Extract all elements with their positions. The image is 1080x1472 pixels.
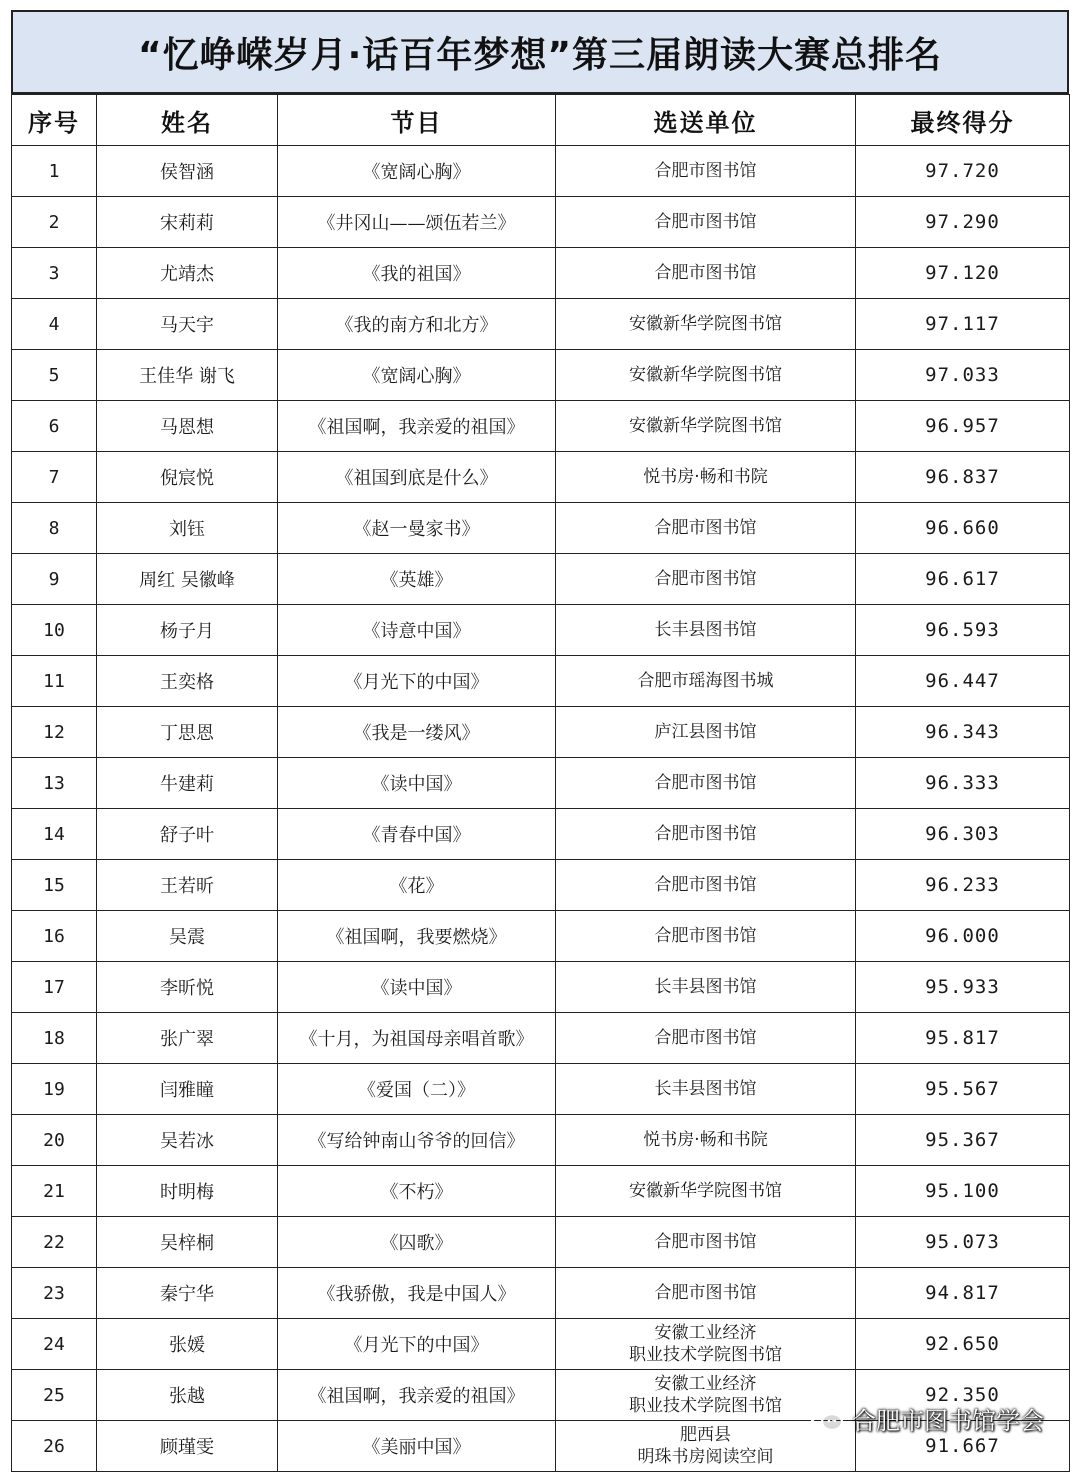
unit-line: 职业技术学院图书馆 xyxy=(629,1345,782,1365)
cell-program: 《英雄》 xyxy=(278,554,556,605)
cell-unit xyxy=(556,401,856,452)
unit-line: 长丰县图书馆 xyxy=(654,620,757,640)
table-row xyxy=(12,1115,1070,1166)
cell-program: 《祖国啊，我要燃烧》 xyxy=(278,911,556,962)
cell-index: 18 xyxy=(12,1013,97,1064)
table-row xyxy=(12,299,1070,350)
cell-unit xyxy=(556,656,856,707)
cell-name: 丁思恩 xyxy=(97,707,278,758)
watermark xyxy=(810,1401,1044,1436)
unit-line: 安徽工业经济 xyxy=(654,1374,757,1394)
cell-program: 《月光下的中国》 xyxy=(278,1319,556,1370)
cell-name: 马天宇 xyxy=(97,299,278,350)
cell-program: 《不朽》 xyxy=(278,1166,556,1217)
table-header-row xyxy=(12,95,1070,146)
cell-score: 96.660 xyxy=(856,503,1070,554)
table-row xyxy=(12,758,1070,809)
cell-unit xyxy=(556,554,856,605)
cell-program: 《祖国啊，我亲爱的祖国》 xyxy=(278,1370,556,1421)
cell-unit xyxy=(556,758,856,809)
cell-program: 《月光下的中国》 xyxy=(278,656,556,707)
cell-name: 张越 xyxy=(97,1370,278,1421)
cell-score: 92.650 xyxy=(856,1319,1070,1370)
unit-line: 合肥市图书馆 xyxy=(654,263,757,283)
cell-program: 《赵一曼家书》 xyxy=(278,503,556,554)
cell-name: 闫雅瞳 xyxy=(97,1064,278,1115)
cell-unit xyxy=(556,911,856,962)
table-row xyxy=(12,197,1070,248)
cell-score: 97.120 xyxy=(856,248,1070,299)
cell-name: 倪宸悦 xyxy=(97,452,278,503)
cell-score: 94.817 xyxy=(856,1268,1070,1319)
cell-program: 《美丽中国》 xyxy=(278,1421,556,1472)
cell-index: 4 xyxy=(12,299,97,350)
unit-line: 肥西县 xyxy=(680,1425,731,1445)
cell-index: 25 xyxy=(12,1370,97,1421)
cell-index: 11 xyxy=(12,656,97,707)
page-title: “忆峥嵘岁月·话百年梦想”第三届朗读大赛总排名 xyxy=(11,10,1069,94)
cell-score: 95.817 xyxy=(856,1013,1070,1064)
cell-index: 17 xyxy=(12,962,97,1013)
cell-name: 王若昕 xyxy=(97,860,278,911)
cell-score: 92.350 xyxy=(856,1370,1070,1421)
cell-score: 97.290 xyxy=(856,197,1070,248)
cell-program: 《祖国到底是什么》 xyxy=(278,452,556,503)
cell-program: 《读中国》 xyxy=(278,758,556,809)
unit-line: 合肥市图书馆 xyxy=(654,773,757,793)
cell-score: 96.000 xyxy=(856,911,1070,962)
cell-index: 9 xyxy=(12,554,97,605)
table-row xyxy=(12,911,1070,962)
cell-index: 2 xyxy=(12,197,97,248)
cell-program: 《祖国啊，我亲爱的祖国》 xyxy=(278,401,556,452)
cell-unit xyxy=(556,962,856,1013)
cell-name: 舒子叶 xyxy=(97,809,278,860)
table-row xyxy=(12,1013,1070,1064)
cell-score: 96.957 xyxy=(856,401,1070,452)
cell-score: 96.447 xyxy=(856,656,1070,707)
table-row xyxy=(12,146,1070,197)
cell-unit xyxy=(556,1319,856,1370)
cell-name: 张媛 xyxy=(97,1319,278,1370)
table-row xyxy=(12,962,1070,1013)
unit-line: 悦书房·畅和书院 xyxy=(643,467,768,487)
cell-unit xyxy=(556,197,856,248)
table-row xyxy=(12,1064,1070,1115)
unit-line: 合肥市瑶海图书城 xyxy=(637,671,774,691)
cell-index: 6 xyxy=(12,401,97,452)
cell-index: 5 xyxy=(12,350,97,401)
cell-index: 1 xyxy=(12,146,97,197)
cell-program: 《花》 xyxy=(278,860,556,911)
unit-line: 合肥市图书馆 xyxy=(654,1232,757,1252)
unit-line: 安徽工业经济 xyxy=(654,1323,757,1343)
cell-name: 王佳华 谢飞 xyxy=(97,350,278,401)
cell-name: 尤靖杰 xyxy=(97,248,278,299)
cell-index: 24 xyxy=(12,1319,97,1370)
unit-line: 长丰县图书馆 xyxy=(654,977,757,997)
cell-score: 96.617 xyxy=(856,554,1070,605)
cell-index: 14 xyxy=(12,809,97,860)
unit-line: 合肥市图书馆 xyxy=(654,569,757,589)
cell-score: 96.303 xyxy=(856,809,1070,860)
cell-score: 95.100 xyxy=(856,1166,1070,1217)
table-row xyxy=(12,350,1070,401)
cell-index: 23 xyxy=(12,1268,97,1319)
cell-unit xyxy=(556,809,856,860)
cell-score: 95.567 xyxy=(856,1064,1070,1115)
cell-program: 《读中国》 xyxy=(278,962,556,1013)
cell-score: 96.343 xyxy=(856,707,1070,758)
cell-program: 《宽阔心胸》 xyxy=(278,350,556,401)
cell-name: 顾瑾雯 xyxy=(97,1421,278,1472)
unit-line: 庐江县图书馆 xyxy=(654,722,757,742)
cell-name: 周红 吴徽峰 xyxy=(97,554,278,605)
cell-name: 牛建莉 xyxy=(97,758,278,809)
cell-index: 15 xyxy=(12,860,97,911)
cell-unit xyxy=(556,1217,856,1268)
table-row xyxy=(12,401,1070,452)
cell-index: 8 xyxy=(12,503,97,554)
cell-unit xyxy=(556,605,856,656)
cell-program: 《我的南方和北方》 xyxy=(278,299,556,350)
cell-name: 李昕悦 xyxy=(97,962,278,1013)
cell-score: 96.333 xyxy=(856,758,1070,809)
unit-line: 安徽新华学院图书馆 xyxy=(629,365,782,385)
watermark-text: 合肥市图书馆学会 xyxy=(852,1407,1044,1435)
unit-line: 悦书房·畅和书院 xyxy=(643,1130,768,1150)
cell-name: 宋莉莉 xyxy=(97,197,278,248)
cell-index: 19 xyxy=(12,1064,97,1115)
cell-unit xyxy=(556,1013,856,1064)
unit-line: 安徽新华学院图书馆 xyxy=(629,416,782,436)
cell-program: 《井冈山——颂伍若兰》 xyxy=(278,197,556,248)
header-index: 序号 xyxy=(12,95,97,146)
cell-name: 时明梅 xyxy=(97,1166,278,1217)
cell-index: 16 xyxy=(12,911,97,962)
cell-name: 吴若冰 xyxy=(97,1115,278,1166)
cell-index: 12 xyxy=(12,707,97,758)
table-row xyxy=(12,554,1070,605)
cell-unit xyxy=(556,1064,856,1115)
cell-index: 13 xyxy=(12,758,97,809)
cell-unit xyxy=(556,299,856,350)
ranking-sheet xyxy=(11,10,1069,1472)
unit-line: 明珠书房阅读空间 xyxy=(637,1447,774,1467)
cell-index: 10 xyxy=(12,605,97,656)
cell-program: 《囚歌》 xyxy=(278,1217,556,1268)
unit-line: 合肥市图书馆 xyxy=(654,1283,757,1303)
cell-program: 《爱国（二）》 xyxy=(278,1064,556,1115)
cell-name: 吴梓桐 xyxy=(97,1217,278,1268)
header-program: 节目 xyxy=(278,95,556,146)
header-unit: 选送单位 xyxy=(556,95,856,146)
cell-score: 91.667 xyxy=(856,1421,1070,1472)
cell-score: 95.367 xyxy=(856,1115,1070,1166)
unit-line: 安徽新华学院图书馆 xyxy=(629,314,782,334)
cell-score: 95.073 xyxy=(856,1217,1070,1268)
unit-line: 合肥市图书馆 xyxy=(654,875,757,895)
ranking-table xyxy=(11,94,1070,1472)
cell-unit xyxy=(556,503,856,554)
cell-unit xyxy=(556,248,856,299)
cell-score: 96.233 xyxy=(856,860,1070,911)
cell-unit xyxy=(556,707,856,758)
cell-unit xyxy=(556,860,856,911)
cell-program: 《我是一缕风》 xyxy=(278,707,556,758)
cell-name: 侯智涵 xyxy=(97,146,278,197)
header-score: 最终得分 xyxy=(856,95,1070,146)
cell-name: 刘钰 xyxy=(97,503,278,554)
cell-name: 杨子月 xyxy=(97,605,278,656)
cell-program: 《诗意中国》 xyxy=(278,605,556,656)
cell-score: 96.837 xyxy=(856,452,1070,503)
cell-index: 21 xyxy=(12,1166,97,1217)
cell-score: 96.593 xyxy=(856,605,1070,656)
cell-unit xyxy=(556,1115,856,1166)
header-name: 姓名 xyxy=(97,95,278,146)
table-row xyxy=(12,707,1070,758)
unit-line: 职业技术学院图书馆 xyxy=(629,1396,782,1416)
unit-line: 合肥市图书馆 xyxy=(654,212,757,232)
cell-unit xyxy=(556,1268,856,1319)
table-row xyxy=(12,656,1070,707)
cell-program: 《十月，为祖国母亲唱首歌》 xyxy=(278,1013,556,1064)
table-row xyxy=(12,1166,1070,1217)
unit-line: 安徽新华学院图书馆 xyxy=(629,1181,782,1201)
cell-name: 王奕格 xyxy=(97,656,278,707)
cell-program: 《青春中国》 xyxy=(278,809,556,860)
cell-unit xyxy=(556,146,856,197)
cell-score: 95.933 xyxy=(856,962,1070,1013)
cell-unit xyxy=(556,452,856,503)
cell-index: 3 xyxy=(12,248,97,299)
table-row xyxy=(12,809,1070,860)
unit-line: 长丰县图书馆 xyxy=(654,1079,757,1099)
table-row xyxy=(12,1217,1070,1268)
cell-score: 97.033 xyxy=(856,350,1070,401)
cell-name: 秦宁华 xyxy=(97,1268,278,1319)
table-row xyxy=(12,503,1070,554)
cell-name: 马恩想 xyxy=(97,401,278,452)
unit-line: 合肥市图书馆 xyxy=(654,824,757,844)
cell-unit xyxy=(556,1166,856,1217)
cell-program: 《写给钟南山爷爷的回信》 xyxy=(278,1115,556,1166)
wechat-icon xyxy=(810,1405,844,1433)
table-row xyxy=(12,605,1070,656)
table-row xyxy=(12,1319,1070,1370)
cell-index: 22 xyxy=(12,1217,97,1268)
unit-line: 合肥市图书馆 xyxy=(654,1028,757,1048)
cell-score: 97.117 xyxy=(856,299,1070,350)
unit-line: 合肥市图书馆 xyxy=(654,518,757,538)
cell-unit xyxy=(556,350,856,401)
cell-index: 7 xyxy=(12,452,97,503)
unit-line: 合肥市图书馆 xyxy=(654,161,757,181)
table-row xyxy=(12,860,1070,911)
cell-program: 《宽阔心胸》 xyxy=(278,146,556,197)
cell-program: 《我的祖国》 xyxy=(278,248,556,299)
unit-line: 合肥市图书馆 xyxy=(654,926,757,946)
cell-name: 张广翠 xyxy=(97,1013,278,1064)
cell-index: 26 xyxy=(12,1421,97,1472)
table-row xyxy=(12,1268,1070,1319)
cell-program: 《我骄傲，我是中国人》 xyxy=(278,1268,556,1319)
cell-name: 吴震 xyxy=(97,911,278,962)
table-row xyxy=(12,248,1070,299)
cell-index: 20 xyxy=(12,1115,97,1166)
cell-score: 97.720 xyxy=(856,146,1070,197)
table-row xyxy=(12,452,1070,503)
